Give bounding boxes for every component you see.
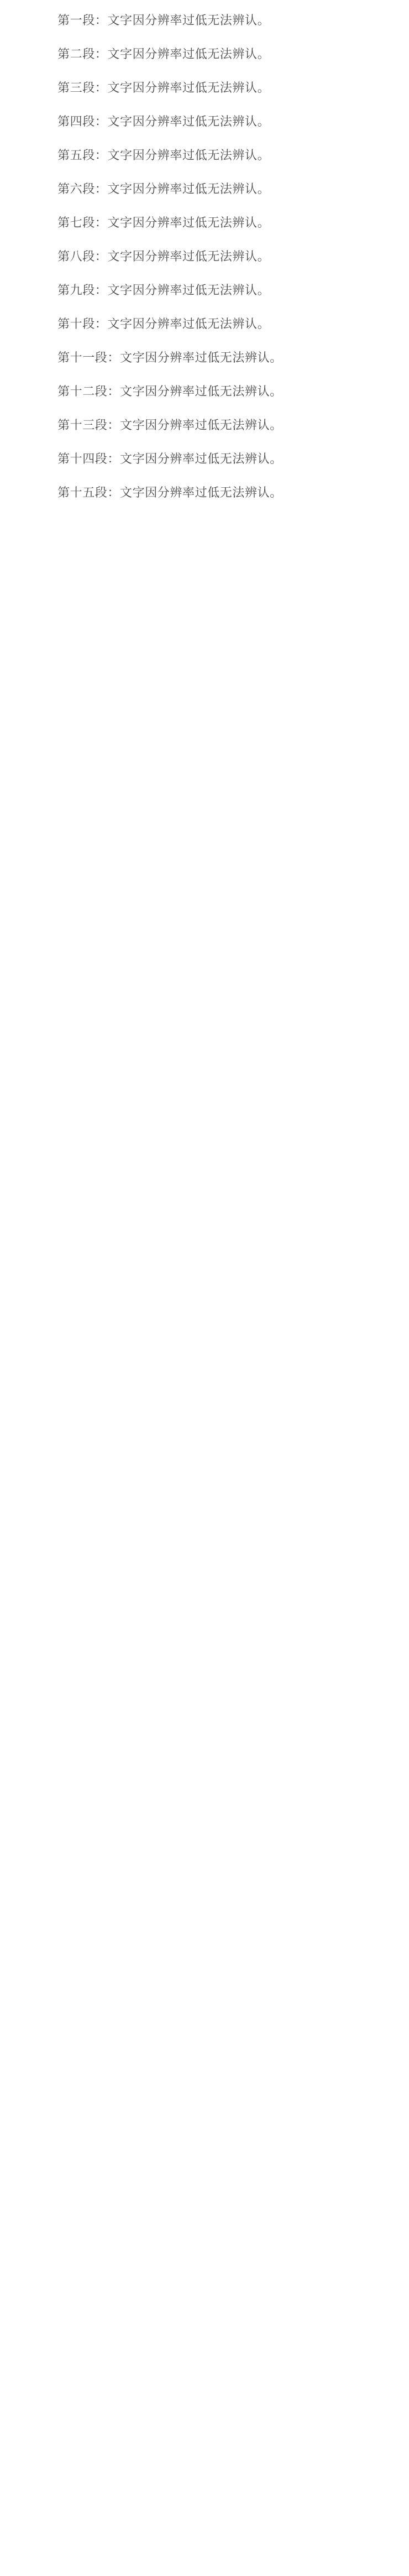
paragraph-gap [33,468,376,484]
paragraph-gap [33,333,376,350]
paragraph: 第十一段：文字因分辨率过低无法辨认。 [57,351,282,365]
paragraph: 第七段：文字因分辨率过低无法辨认。 [57,216,270,230]
paragraph: 第十三段：文字因分辨率过低无法辨认。 [57,419,282,432]
paragraph: 第一段：文字因分辨率过低无法辨认。 [57,14,270,28]
paragraph-gap [33,265,376,282]
paragraph: 第六段：文字因分辨率过低无法辨认。 [57,182,270,196]
paragraph: 第九段：文字因分辨率过低无法辨认。 [57,284,270,298]
paragraph: 第三段：文字因分辨率过低无法辨认。 [57,81,270,95]
paragraph-gap [33,299,376,316]
paragraph: 第八段：文字因分辨率过低无法辨认。 [57,250,270,264]
paragraph-gap [33,164,376,181]
paragraph: 第十五段：文字因分辨率过低无法辨认。 [57,486,282,500]
paragraph: 第四段：文字因分辨率过低无法辨认。 [57,115,270,129]
paragraph-gap [33,434,376,451]
paragraph-gap [33,198,376,215]
paragraph-gap [33,29,376,46]
paragraph-gap [33,63,376,80]
paragraph-gap [33,232,376,248]
paragraph: 第二段：文字因分辨率过低无法辨认。 [57,48,270,61]
paragraph-gap [33,400,376,417]
paragraph-gap [33,97,376,113]
paragraph: 第十四段：文字因分辨率过低无法辨认。 [57,452,282,466]
paragraph-gap [33,131,376,147]
paragraph-gap [33,367,376,383]
paragraph: 第十段：文字因分辨率过低无法辨认。 [57,317,270,331]
paragraph: 第五段：文字因分辨率过低无法辨认。 [57,149,270,163]
paragraph: 第十二段：文字因分辨率过低无法辨认。 [57,385,282,399]
